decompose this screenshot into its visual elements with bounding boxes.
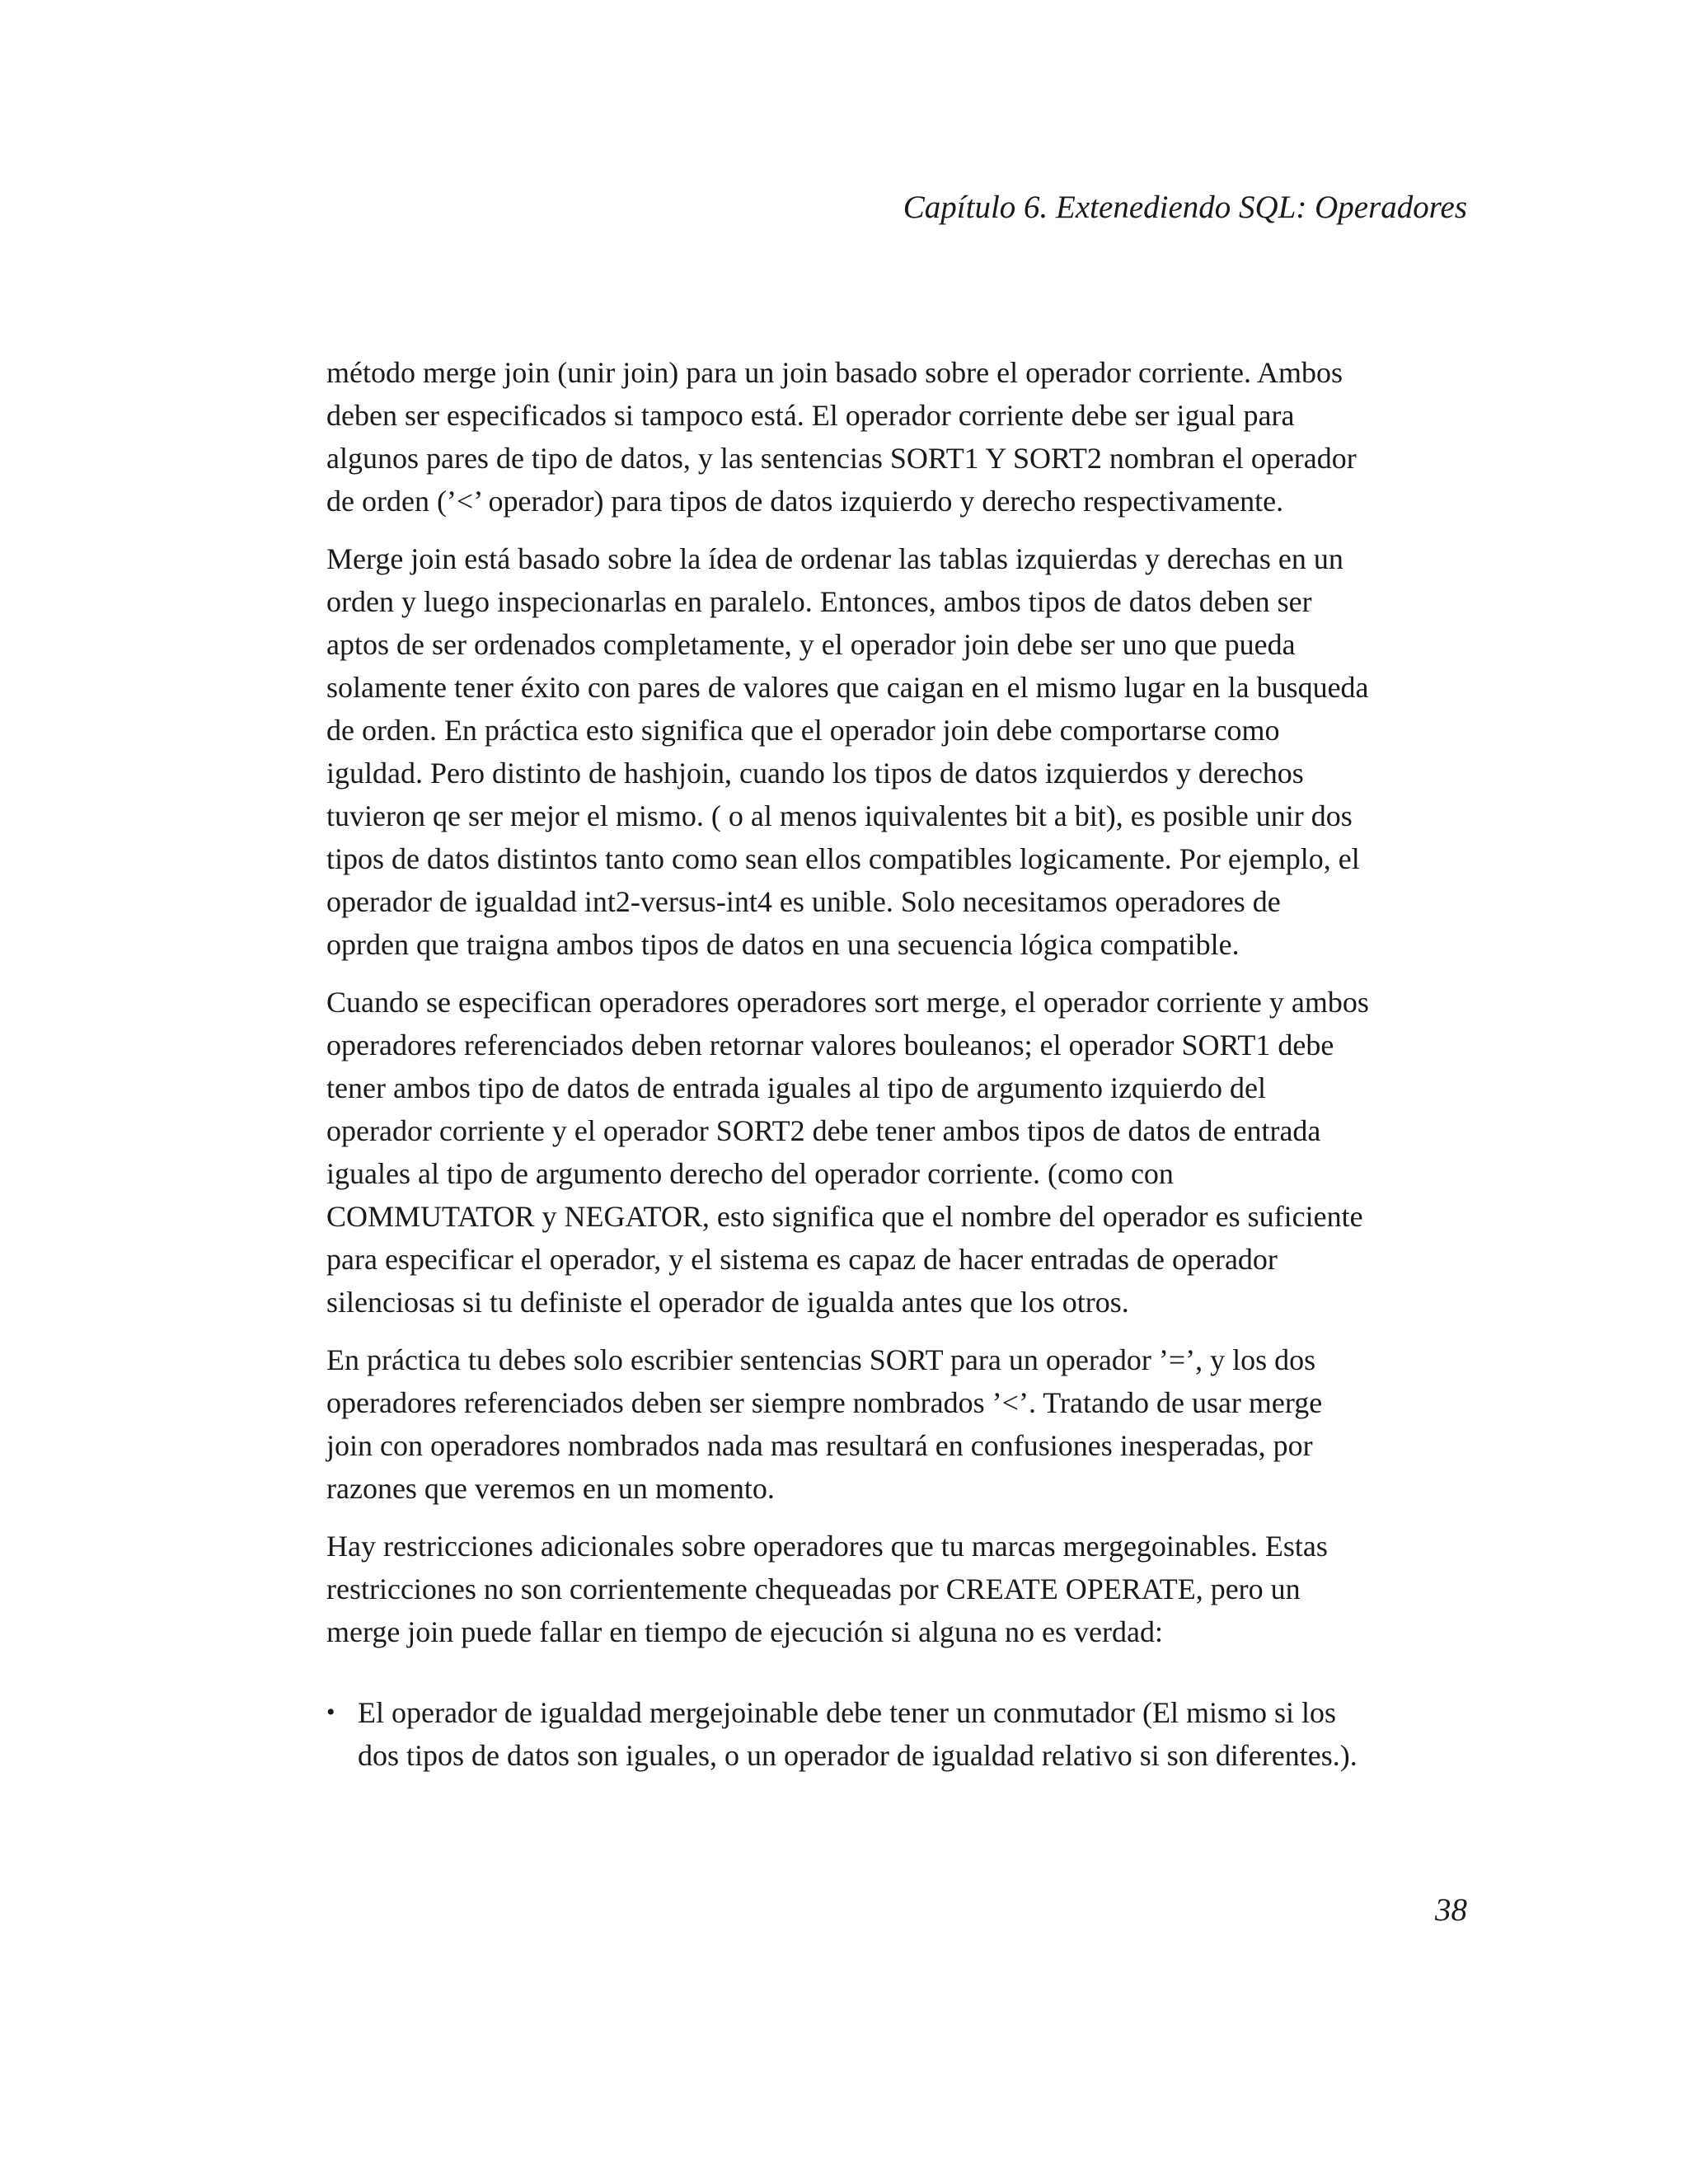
bullet-icon: •: [326, 1699, 335, 1726]
text-line: de orden. En práctica esto significa que el operador join debe comportarse como: [326, 714, 1280, 747]
text-line: oprden que traigna ambos tipos de datos en una secuencia lógica compatible.: [326, 928, 1240, 961]
text-line: operadores referenciados deben ser siempre nombrados ’<’. Tratando de usar merge: [326, 1386, 1323, 1419]
text-line: algunos pares de tipo de datos, y las sentencias SORT1 Y SORT2 nombran el operador: [326, 442, 1357, 475]
text-line: En práctica tu debes solo escribier sentencias SORT para un operador ’=’, y los dos: [326, 1343, 1316, 1376]
paragraph-sort-in-practice: [326, 1338, 1480, 1510]
text-line: tener ambos tipo de datos de entrada iguales al tipo de argumento izquierdo del: [326, 1071, 1266, 1104]
text-line: operadores referenciados deben retornar valores bouleanos; el operador SORT1 debe: [326, 1029, 1334, 1062]
text-line: Merge join está basado sobre la ídea de ordenar las tablas izquierdas y derechas en un: [326, 542, 1343, 575]
text-line: merge join puede fallar en tiempo de ejecución si alguna no es verdad:: [326, 1615, 1163, 1648]
paragraph-additional-restrictions: [326, 1525, 1480, 1653]
text-line: Cuando se especifican operadores operadores sort merge, el operador corriente y ambos: [326, 986, 1369, 1019]
text-line: tipos de datos distintos tanto como sean ellos compatibles logicamente. Por ejemplo, el: [326, 842, 1360, 875]
text-line: solamente tener éxito con pares de valores que caigan en el mismo lugar en la busqueda: [326, 671, 1369, 704]
text-line: COMMUTATOR y NEGATOR, esto significa que el nombre del operador es suficiente: [326, 1200, 1363, 1233]
text-line: operador corriente y el operador SORT2 debe tener ambos tipos de datos de entrada: [326, 1114, 1321, 1147]
page-number: 38: [1435, 1892, 1467, 1928]
body-text: [326, 351, 1480, 1668]
text-line: de orden (’<’ operador) para tipos de datos izquierdo y derecho respectivamente.: [326, 485, 1284, 518]
text-line: El operador de igualdad mergejoinable debe tener un conmutador (El mismo si los: [358, 1696, 1336, 1729]
running-header: Capítulo 6. Extenediendo SQL: Operadores: [903, 190, 1467, 225]
restrictions-list: [326, 1691, 1480, 1777]
text-line: tuvieron qe ser mejor el mismo. ( o al menos iquivalentes bit a bit), es posible unir dos: [326, 799, 1353, 832]
text-line: iguales al tipo de argumento derecho del operador corriente. (como con: [326, 1157, 1174, 1190]
text-line: aptos de ser ordenados completamente, y el operador join debe ser uno que pueda: [326, 628, 1296, 661]
text-line: para especificar el operador, y el sistema es capaz de hacer entradas de operador: [326, 1243, 1278, 1276]
text-line: join con operadores nombrados nada mas resultará en confusiones inesperadas, por: [326, 1429, 1313, 1462]
paragraph-merge-join-method: [326, 351, 1480, 523]
text-line: dos tipos de datos son iguales, o un operador de igualdad relativo si son diferentes.).: [358, 1739, 1357, 1772]
text-line: iguldad. Pero distinto de hashjoin, cuando los tipos de datos izquierdos y derechos: [326, 757, 1304, 790]
paragraph-merge-join-idea: [326, 537, 1480, 966]
text-line: operador de igualdad int2-versus-int4 es unible. Solo necesitamos operadores de: [326, 885, 1281, 918]
text-line: orden y luego inspecionarlas en paralelo. Entonces, ambos tipos de datos deben ser: [326, 585, 1312, 618]
paragraph-sort-merge-operators: [326, 981, 1480, 1324]
text-line: razones que veremos en un momento.: [326, 1472, 775, 1505]
text-line: restricciones no son corrientemente chequeadas por CREATE OPERATE, pero un: [326, 1572, 1301, 1605]
text-line: deben ser especificados si tampoco está. El operador corriente debe ser igual para: [326, 399, 1295, 432]
text-line: Hay restricciones adicionales sobre operadores que tu marcas mergegoinables. Estas: [326, 1530, 1328, 1563]
text-line: método merge join (unir join) para un join basado sobre el operador corriente. Ambos: [326, 356, 1343, 389]
text-line: silenciosas si tu definiste el operador de igualda antes que los otros.: [326, 1286, 1129, 1319]
list-item: [326, 1691, 1480, 1777]
